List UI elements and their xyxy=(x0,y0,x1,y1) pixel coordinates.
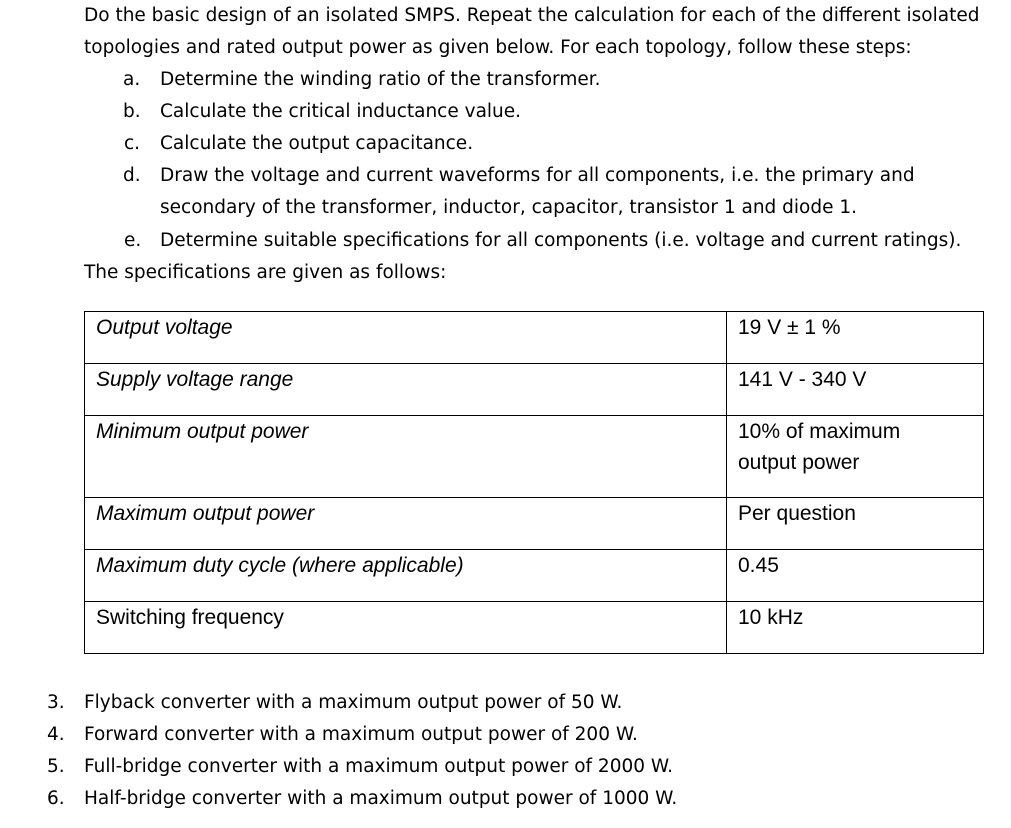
question-text-6: Half-bridge converter with a maximum output power of 1000 W. xyxy=(84,788,678,809)
question-number-5: 5. xyxy=(47,756,65,777)
value-minimum-output-power-line-1: 10% of maximum xyxy=(738,420,901,443)
param-supply-voltage-range: Supply voltage range xyxy=(85,364,727,416)
step-text-d-line-2: secondary of the transformer, inductor, capacitor, transistor 1 and diode 1. xyxy=(160,197,858,218)
step-letter-e: e. xyxy=(124,230,142,251)
spec-intro: The specifications are given as follows: xyxy=(84,262,447,283)
question-text-4: Forward converter with a maximum output power of 200 W. xyxy=(84,724,638,745)
param-switching-frequency: Switching frequency xyxy=(85,602,727,654)
step-text-a: Determine the winding ratio of the transformer. xyxy=(160,69,601,90)
param-minimum-output-power: Minimum output power xyxy=(85,416,727,498)
step-letter-c: c. xyxy=(124,133,141,154)
question-number-6: 6. xyxy=(47,788,65,809)
value-minimum-output-power-line-2: output power xyxy=(738,451,860,474)
value-minimum-output-power xyxy=(727,416,984,498)
table-row xyxy=(85,550,984,602)
value-switching-frequency: 10 kHz xyxy=(727,602,984,654)
table-row xyxy=(85,416,984,498)
question-text-3: Flyback converter with a maximum output power of 50 W. xyxy=(84,692,623,713)
intro-line-1: Do the basic design of an isolated SMPS. Repeat the calculation for each of the different isolated xyxy=(84,5,980,26)
table-row xyxy=(85,312,984,364)
question-number-3: 3. xyxy=(47,692,65,713)
value-output-voltage: 19 V ± 1 % xyxy=(727,312,984,364)
table-row xyxy=(85,602,984,654)
step-text-c: Calculate the output capacitance. xyxy=(160,133,474,154)
table-row xyxy=(85,364,984,416)
step-text-d-line-1: Draw the voltage and current waveforms for all components, i.e. the primary and xyxy=(160,165,915,186)
step-letter-b: b. xyxy=(123,101,141,122)
intro-line-2: topologies and rated output power as given below. For each topology, follow these steps: xyxy=(84,37,912,58)
param-maximum-output-power: Maximum output power xyxy=(85,498,727,550)
param-output-voltage: Output voltage xyxy=(85,312,727,364)
value-supply-voltage-range: 141 V - 340 V xyxy=(727,364,984,416)
step-letter-d: d. xyxy=(123,165,141,186)
step-text-b: Calculate the critical inductance value. xyxy=(160,101,522,122)
step-letter-a: a. xyxy=(123,69,141,90)
question-number-4: 4. xyxy=(47,724,65,745)
table-row xyxy=(85,498,984,550)
value-maximum-duty-cycle: 0.45 xyxy=(727,550,984,602)
spec-table xyxy=(84,311,984,654)
question-text-5: Full-bridge converter with a maximum output power of 2000 W. xyxy=(84,756,673,777)
value-maximum-output-power: Per question xyxy=(727,498,984,550)
param-maximum-duty-cycle: Maximum duty cycle (where applicable) xyxy=(85,550,727,602)
step-text-e: Determine suitable specifications for all components (i.e. voltage and current ratings). xyxy=(160,230,962,251)
